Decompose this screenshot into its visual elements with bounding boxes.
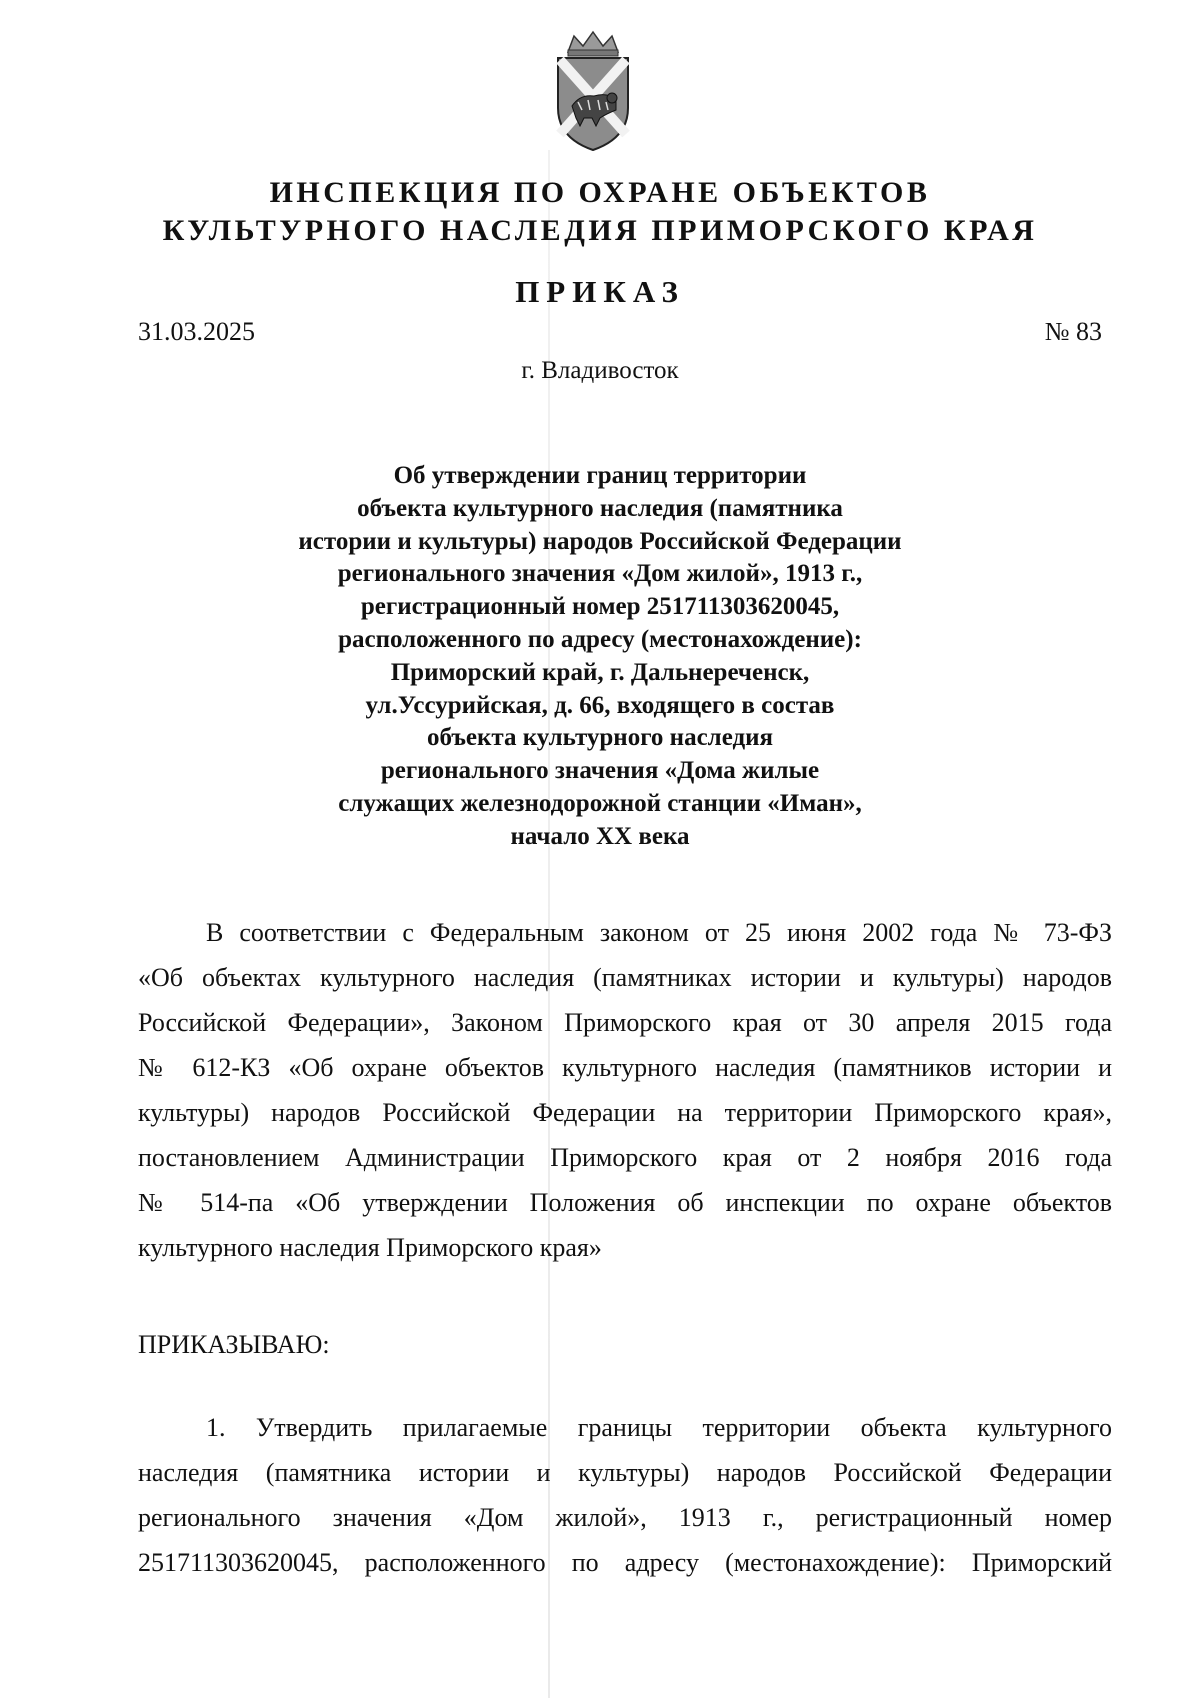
preamble-line: культуры) народов Российской Федерации на территории Приморского края», [138, 1098, 1112, 1127]
item-line: регионального значения «Дом жилой», 1913 г., регистрационный номер [138, 1503, 1112, 1532]
document-date: 31.03.2025 [138, 317, 255, 346]
item-line: 1. Утвердить прилагаемые границы территории объекта культурного [206, 1413, 1112, 1442]
title-line: регионального значения «Дом жилой», 1913 г., [337, 560, 863, 588]
item-line: наследия (памятника истории и культуры) народов Российской Федерации [138, 1458, 1112, 1487]
coat-of-arms-icon [550, 30, 636, 154]
order-word: ПРИКАЗЫВАЮ: [138, 1330, 330, 1359]
organization-name-line2: КУЛЬТУРНОГО НАСЛЕДИЯ ПРИМОРСКОГО КРАЯ [162, 214, 1038, 247]
item-line: 251711303620045, расположенного по адресу (местонахождение): Приморский [138, 1548, 1112, 1577]
title-line: расположенного по адресу (местонахождение): [338, 625, 862, 653]
document-title [200, 460, 1000, 854]
preamble-line: № 514-па «Об утверждении Положения об инспекции по охране объектов [138, 1188, 1112, 1217]
preamble-paragraph [138, 910, 1112, 1270]
document-city: г. Владивосток [521, 357, 679, 384]
title-line: истории и культуры) народов Российской Федерации [298, 527, 902, 555]
title-line: регистрационный номер 251711303620045, [360, 593, 840, 621]
title-line: начало XX века [510, 822, 690, 850]
preamble-line: культурного наследия Приморского края» [138, 1233, 602, 1262]
title-line: служащих железнодорожной станции «Иман», [338, 789, 862, 817]
preamble-line: «Об объектах культурного наследия (памятниках истории и культуры) народов [138, 963, 1112, 992]
title-line: регионального значения «Дома жилые [380, 757, 820, 785]
preamble-line: Российской Федерации», Законом Приморского края от 30 апреля 2015 года [138, 1008, 1112, 1037]
preamble-line: № 612-КЗ «Об охране объектов культурного наследия (памятников истории и [138, 1053, 1112, 1082]
organization-name-line1: ИНСПЕКЦИЯ ПО ОХРАНЕ ОБЪЕКТОВ [269, 176, 931, 209]
document-type: ПРИКАЗ [515, 274, 685, 309]
title-line: ул.Уссурийская, д. 66, входящего в состав [365, 691, 835, 719]
preamble-line: постановлением Администрации Приморского края от 2 ноября 2016 года [138, 1143, 1112, 1172]
title-line: объекта культурного наследия (памятника [357, 494, 843, 522]
document-number: № 83 [1044, 317, 1102, 346]
preamble-line: В соответствии с Федеральным законом от 25 июня 2002 года № 73-ФЗ [206, 918, 1112, 947]
title-line: объекта культурного наследия [426, 724, 774, 752]
order-item-1 [138, 1405, 1112, 1585]
title-line: Приморский край, г. Дальнереченск, [390, 658, 810, 686]
title-line: Об утверждении границ территории [393, 462, 807, 489]
